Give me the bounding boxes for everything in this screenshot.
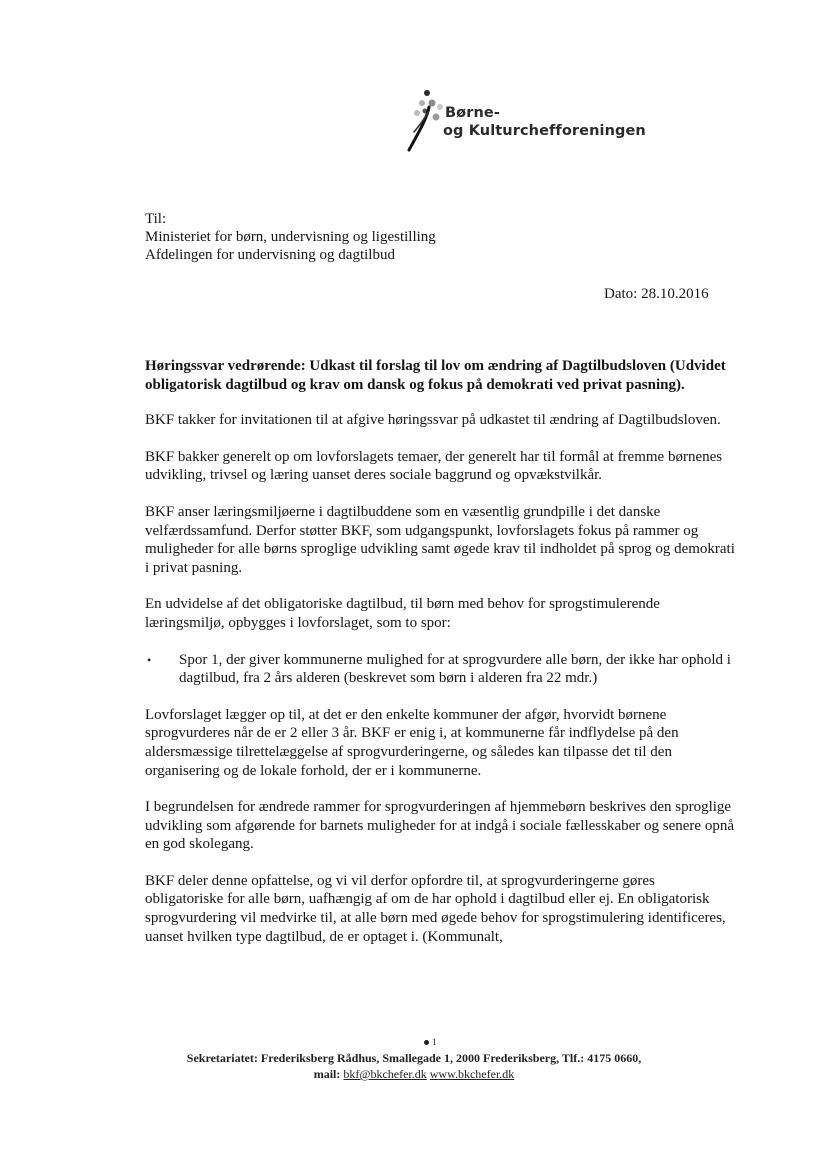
page-dot-icon (424, 1040, 429, 1045)
paragraph: BKF bakker generelt op om lovforslagets temaer, der generelt har til formål at fremme børnenes udvikling, trivsel og læring uanset deres sociale baggrund og opvækstvilkår. (145, 448, 723, 484)
recipient-line-1: Ministeriet for børn, undervisning og ligestilling (145, 229, 436, 245)
recipient-block (145, 210, 436, 264)
paragraph: BKF deler denne opfattelse, og vi vil derfor opfordre til, at sprogvurderingerne gøres obligatoriske for alle børn, uafhængig af om de har ophold i dagtilbud eller ej. En obligatorisk sprogvurdering vil medvirke til, at alle børn med øgede behov for sprogstimulering identificeres, uanset hvilken type dagtilbud, de er optaget i. (Kommunalt, (145, 872, 726, 945)
footer-website-link[interactable]: www.bkchefer.dk (429, 1067, 515, 1081)
page-number-value: 1 (432, 1037, 437, 1047)
footer (0, 1050, 828, 1082)
paragraph: En udvidelse af det obligatoriske dagtilbud, til børn med behov for sprogstimulerende læringsmiljø, opbygges i lovforslaget, som to spor: (145, 596, 660, 631)
paragraph: Lovforslaget lægger op til, at det er den enkelte kommuner der afgør, hvorvidt børnene sprogvurderes når de er 2 eller 3 år. BKF er enig i, at kommunerne får indflydelse på den aldersmæssige tilrettelæggelse af sprogvurderingerne, og således kan tilpasse det til den organisering og de lokale forhold, der er i kommunerne. (145, 706, 679, 779)
page-number (424, 1037, 437, 1047)
recipient-line-2: Afdelingen for undervisning og dagtilbud (145, 247, 395, 263)
footer-contact (0, 1066, 828, 1082)
recipient-label: Til: (145, 211, 167, 227)
footer-mail-label: mail: (313, 1067, 344, 1081)
subject-heading: Høringssvar vedrørende: Udkast til forslag til lov om ændring af Dagtilbudsloven (Udvidet obligatorisk dagtilbud og krav om dansk og fokus på demokrati ved privat pasning). (145, 358, 726, 393)
bullet-item (147, 651, 735, 688)
paragraph: BKF anser læringsmiljøerne i dagtilbuddene som en væsentlig grundpille i det danske velfærdssamfund. Derfor støtter BKF, som udgangspunkt, lovforslagets fokus på rammer og muligheder for alle børns sproglige udvikling samt øgede krav til indholdet på sprog og demokrati i privat pasning. (145, 503, 735, 576)
paragraph: BKF takker for invitationen til at afgive høringssvar på udkastet til ændring af Dagtilbudsloven. (145, 412, 721, 429)
logo-line-2: og Kulturchefforeningen (443, 123, 646, 139)
paragraph: I begrundelsen for ændrede rammer for sprogvurderingen af hjemmebørn beskrives den sproglige udvikling som afgørende for barnets muligheder for at indgå i sociale fællesskaber og senere opnå en god skolegang. (145, 799, 734, 853)
document-date: Dato: 28.10.2016 (604, 286, 709, 302)
logo-line-1: Børne- (445, 105, 500, 121)
bullet-dot-icon: • (147, 652, 152, 667)
bullet-text: Spor 1, der giver kommunerne mulighed for at sprogvurdere alle børn, der ikke har ophold i dagtilbud, fra 2 års alderen (beskrevet som børn i alderen fra 22 mdr.) (179, 651, 731, 687)
footer-email-link[interactable]: bkf@bkchefer.dk (343, 1067, 427, 1081)
logo-text (445, 104, 646, 140)
footer-address: Sekretariatet: Frederiksberg Rådhus, Smallegade 1, 2000 Frederiksberg, Tlf.: 4175 0660, (186, 1051, 642, 1065)
letter-body (145, 357, 735, 964)
